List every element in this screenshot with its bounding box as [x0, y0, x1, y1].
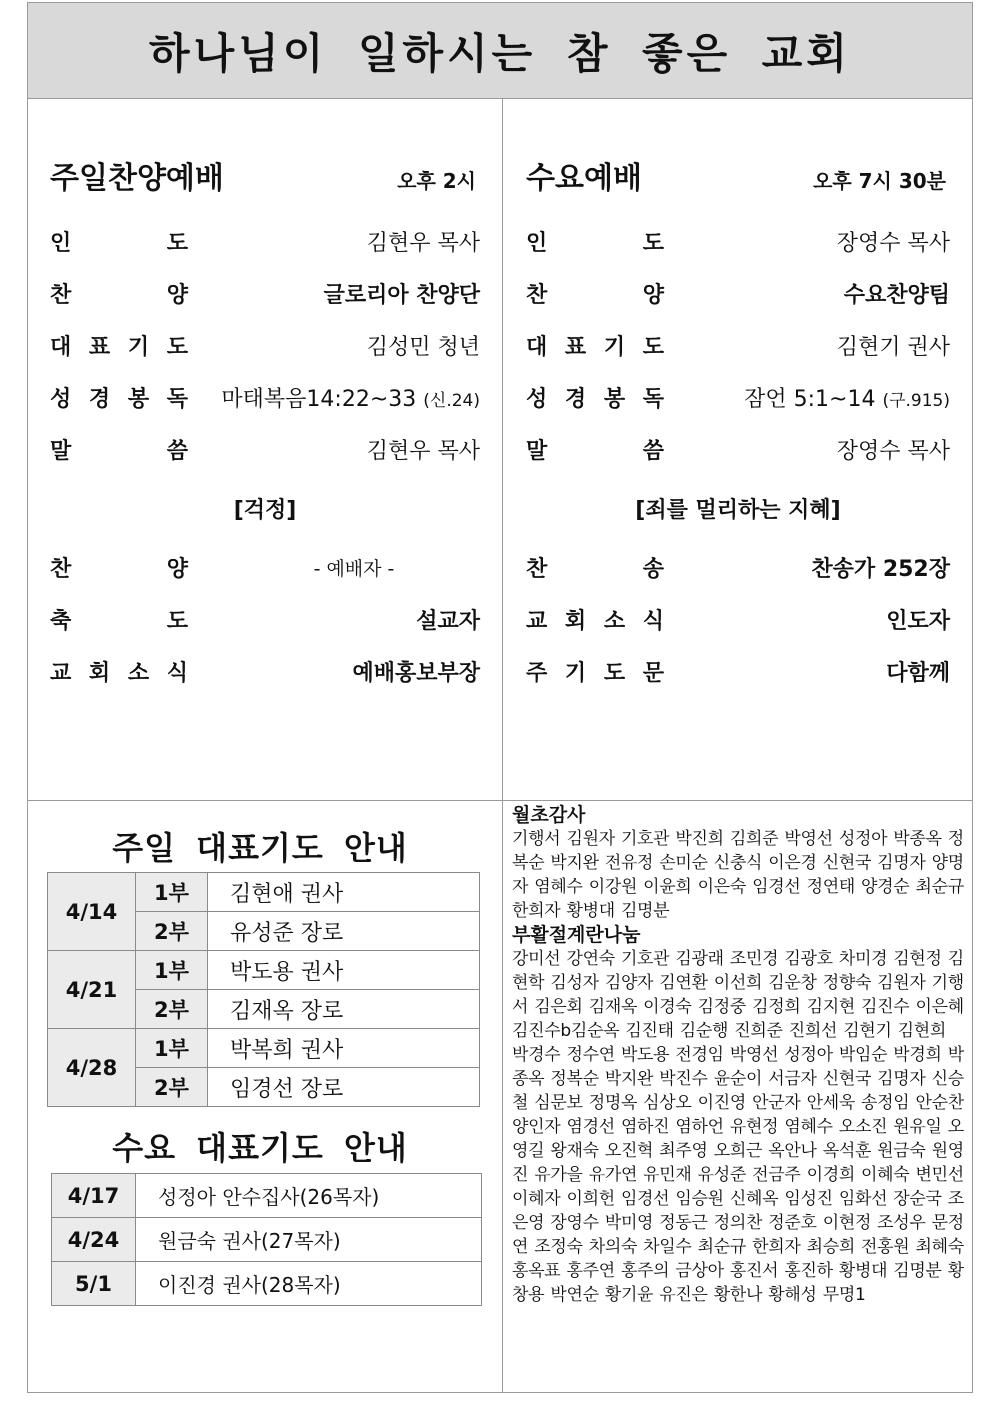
- sunday-after-news: 교 회 소 식 예배홍보부장: [50, 645, 480, 697]
- prayer-date: 4/21: [48, 951, 136, 1029]
- prayer-date: 5/1: [52, 1262, 136, 1306]
- prayer-name: 김재옥 장로: [208, 990, 480, 1029]
- sunday-service-time: 오후 2시: [397, 169, 476, 193]
- sunday-after-benediction: 축 도 설교자: [50, 593, 480, 645]
- wednesday-after-lords-prayer: 주 기 도 문 다함께: [526, 645, 950, 697]
- sunday-role-leader: 인 도 김현우 목사: [50, 215, 480, 267]
- role-value: 김현기 권사: [836, 334, 950, 360]
- column-divider-bottom: [502, 801, 503, 1393]
- role-value: 글로리아 찬양단: [323, 282, 480, 308]
- bulletin-page: [27, 2, 973, 1393]
- wednesday-prayer-title: 수요 대표기도 안내: [112, 1129, 408, 1167]
- wednesday-role-scripture: 성 경 봉 독 잠언 5:1~14 (구.915): [526, 371, 950, 423]
- column-divider-top: [502, 99, 503, 801]
- table-row: [48, 951, 480, 990]
- table-row: [48, 1029, 480, 1068]
- role-value: 장영수 목사: [836, 230, 950, 256]
- sunday-sermon-title: [걱정]: [233, 497, 297, 523]
- header-bar: [28, 3, 972, 99]
- first-fruits-heading: 월초감사: [512, 804, 586, 826]
- wednesday-sermon-title: [죄를 멀리하는 지혜]: [635, 497, 841, 523]
- wednesday-after-hymn: 찬 송 찬송가 252장: [526, 541, 950, 593]
- wednesday-roles: [526, 215, 950, 475]
- prayer-date: 4/14: [48, 873, 136, 951]
- wednesday-role-prayer: 대 표 기 도 김현기 권사: [526, 319, 950, 371]
- role-value: 다함께: [886, 660, 950, 686]
- table-row: [52, 1218, 482, 1262]
- role-value: 장영수 목사: [836, 438, 950, 464]
- sunday-role-scripture: 성 경 봉 독 마태복음14:22~33 (신.24): [50, 371, 480, 423]
- first-fruits-names: 기행서 김원자 기호관 박진희 김희준 박영선 성정아 박종옥 정복순 박지완 전유정 손미순 신충식 이은경 신현국 김명자 양명자 염혜수 이강원 이윤희 이은숙 임경선 정연태 양경순 최순규 한희자 황병대 김명분: [512, 829, 964, 921]
- table-row: [48, 873, 480, 912]
- prayer-date: 4/17: [52, 1174, 136, 1218]
- wednesday-service: [526, 153, 950, 697]
- prayer-name: 이진경 권사(28목자): [136, 1262, 482, 1306]
- easter-egg-heading: 부활절계란나눔: [512, 924, 641, 946]
- prayer-name: 김현애 권사: [208, 873, 480, 912]
- sunday-service: [50, 153, 480, 697]
- prayer-name: 박도용 권사: [208, 951, 480, 990]
- role-value: 수요찬양팀: [843, 282, 950, 308]
- role-value: 설교자: [416, 608, 480, 634]
- table-row: [52, 1262, 482, 1306]
- church-motto: 하나님이 일하시는 참 좋은 교회: [149, 28, 851, 78]
- wednesday-service-time: 오후 7시 30분: [813, 169, 946, 193]
- sunday-role-sermon: 말 씀 김현우 목사: [50, 423, 480, 475]
- prayer-part: 2부: [136, 1068, 208, 1107]
- prayer-part: 1부: [136, 951, 208, 990]
- sunday-roles: [50, 215, 480, 475]
- prayer-name: 원금숙 권사(27목자): [136, 1218, 482, 1262]
- role-value: 예배홍보부장: [352, 660, 480, 686]
- role-value: 김성민 청년: [366, 334, 480, 360]
- offering-names: [512, 803, 964, 1307]
- table-row: [52, 1174, 482, 1218]
- wednesday-after-news: 교 회 소 식 인도자: [526, 593, 950, 645]
- prayer-part: 1부: [136, 873, 208, 912]
- sunday-prayer-title: 주일 대표기도 안내: [112, 829, 408, 867]
- prayer-name: 유성준 장로: [208, 912, 480, 951]
- prayer-part: 2부: [136, 912, 208, 951]
- role-value: 인도자: [886, 608, 950, 634]
- easter-egg-names: 강미선 강연숙 기호관 김광래 조민경 김광호 차미경 김현정 김현학 김성자 김양자 김연환 이선희 김운창 정향숙 김원자 기행서 김은회 김재옥 이경숙 김정중 김정희 김지현 김진수 이은혜 김진수b김순옥 김진태 김순행 진희준 진희선 김현기 김현희 박경수 정수연 박도용 전경임 박영선 성정아 박임순 박경희 박종옥 정복순 박지완 박진수 윤순이 서금자 신현국 김명자 신승철 심문보 정명옥 심상오 이진영 안군자 안세욱 송정임 안순찬 양인자 염경선 염하진 염하언 유현정 염혜수 오소진 원유일 오영길 왕재숙 오진혁 최주영 오희근 옥안나 옥석훈 원금숙 원영진 유가을 유가연 유민재 유성준 전금주 이경희 이혜숙 변민선 이혜자 이희헌 임경선 임승원 신혜옥 임성진 임화선 장순국 조은영 장영수 박미영 정동근 정의찬 정준호 이현정 조성우 문정연 조정숙 차의숙 차일수 최순규 한희자 최승희 전홍원 최혜숙 홍옥표 홍주연 홍주의 금상아 홍진서 홍진하 황병대 김명분 황창용 박연순 황기윤 유진은 황한나 황해성 무명1: [512, 949, 964, 1305]
- prayer-part: 2부: [136, 990, 208, 1029]
- wednesday-service-title: 수요예배: [526, 161, 642, 196]
- role-value: 마태복음14:22~33 (신.24): [221, 386, 480, 412]
- prayer-name: 박복희 권사: [208, 1029, 480, 1068]
- role-value: 김현우 목사: [366, 230, 480, 256]
- prayer-name: 임경선 장로: [208, 1068, 480, 1107]
- sunday-role-praise: 찬 양 글로리아 찬양단: [50, 267, 480, 319]
- sunday-prayer-table: [47, 872, 480, 1107]
- prayer-part: 1부: [136, 1029, 208, 1068]
- wednesday-role-leader: 인 도 장영수 목사: [526, 215, 950, 267]
- prayer-date: 4/24: [52, 1218, 136, 1262]
- sunday-after-praise: 찬 양 - 예배자 -: [50, 541, 480, 593]
- sunday-service-title: 주일찬양예배: [50, 161, 224, 196]
- role-value: 잠언 5:1~14 (구.915): [744, 386, 950, 412]
- role-value: 찬송가 252장: [811, 556, 950, 582]
- wednesday-prayer-table: [51, 1173, 482, 1306]
- section-divider: [28, 800, 972, 801]
- role-value: 김현우 목사: [366, 438, 480, 464]
- prayer-date: 4/28: [48, 1029, 136, 1107]
- wednesday-role-sermon: 말 씀 장영수 목사: [526, 423, 950, 475]
- prayer-name: 성정아 안수집사(26목자): [136, 1174, 482, 1218]
- role-value: - 예배자 -: [313, 557, 395, 580]
- wednesday-role-praise: 찬 양 수요찬양팀: [526, 267, 950, 319]
- sunday-role-prayer: 대 표 기 도 김성민 청년: [50, 319, 480, 371]
